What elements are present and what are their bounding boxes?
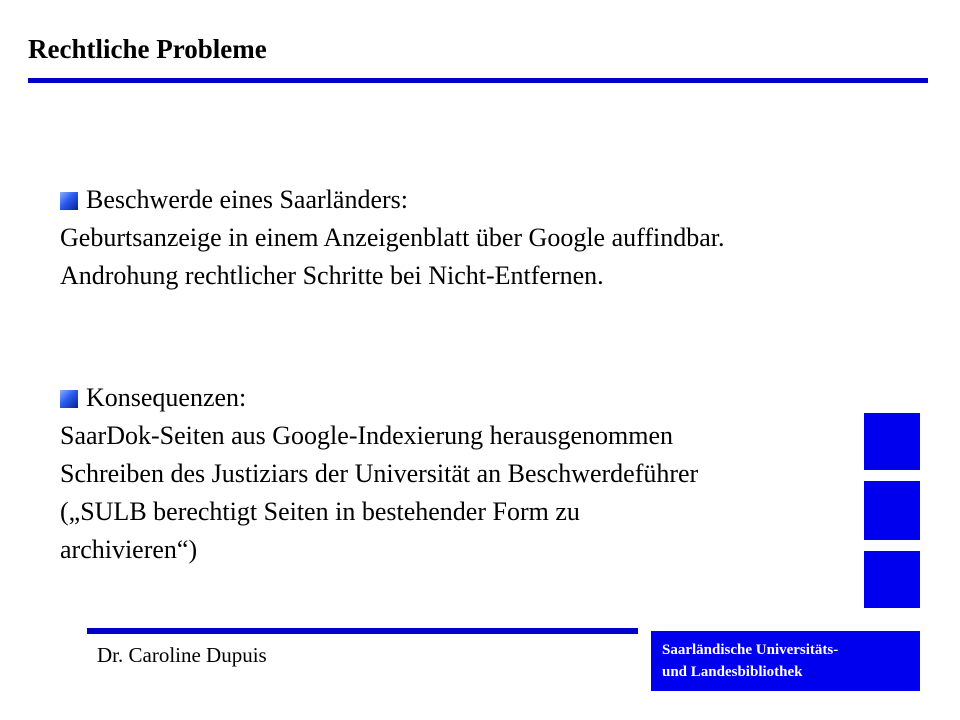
title-divider <box>28 78 928 83</box>
bullet-consequences <box>60 341 700 569</box>
bullet-complaint <box>60 143 780 295</box>
decorative-square <box>864 413 920 470</box>
slide-title: Rechtliche Probleme <box>28 34 267 64</box>
footer-author: Dr. Caroline Dupuis <box>97 643 267 667</box>
bullet-heading: Beschwerde eines Saarländers: <box>86 185 408 214</box>
decorative-square <box>864 551 920 608</box>
bullet-heading-row <box>60 181 780 219</box>
footer-divider <box>87 628 638 634</box>
bullet-heading-row <box>60 379 700 417</box>
institution-line: und Landesbibliothek <box>662 664 803 680</box>
decorative-square <box>864 481 920 540</box>
bullet-heading: Konsequenzen: <box>86 383 247 412</box>
institution-line: Saarländische Universitäts- <box>662 642 839 658</box>
bullet-body: SaarDok-Seiten aus Google-Indexierung herausgenommen Schreiben des Justiziars der Universität an Beschwerdeführer („SULB berechtigt Seiten in bestehender Form zu archivieren“) <box>60 421 699 564</box>
institution-box <box>651 631 920 691</box>
square-bullet-icon <box>60 390 78 408</box>
square-bullet-icon <box>60 192 78 210</box>
bullet-body: Geburtsanzeige in einem Anzeigenblatt über Google auffindbar. Androhung rechtlicher Schritte bei Nicht-Entfernen. <box>60 223 725 290</box>
